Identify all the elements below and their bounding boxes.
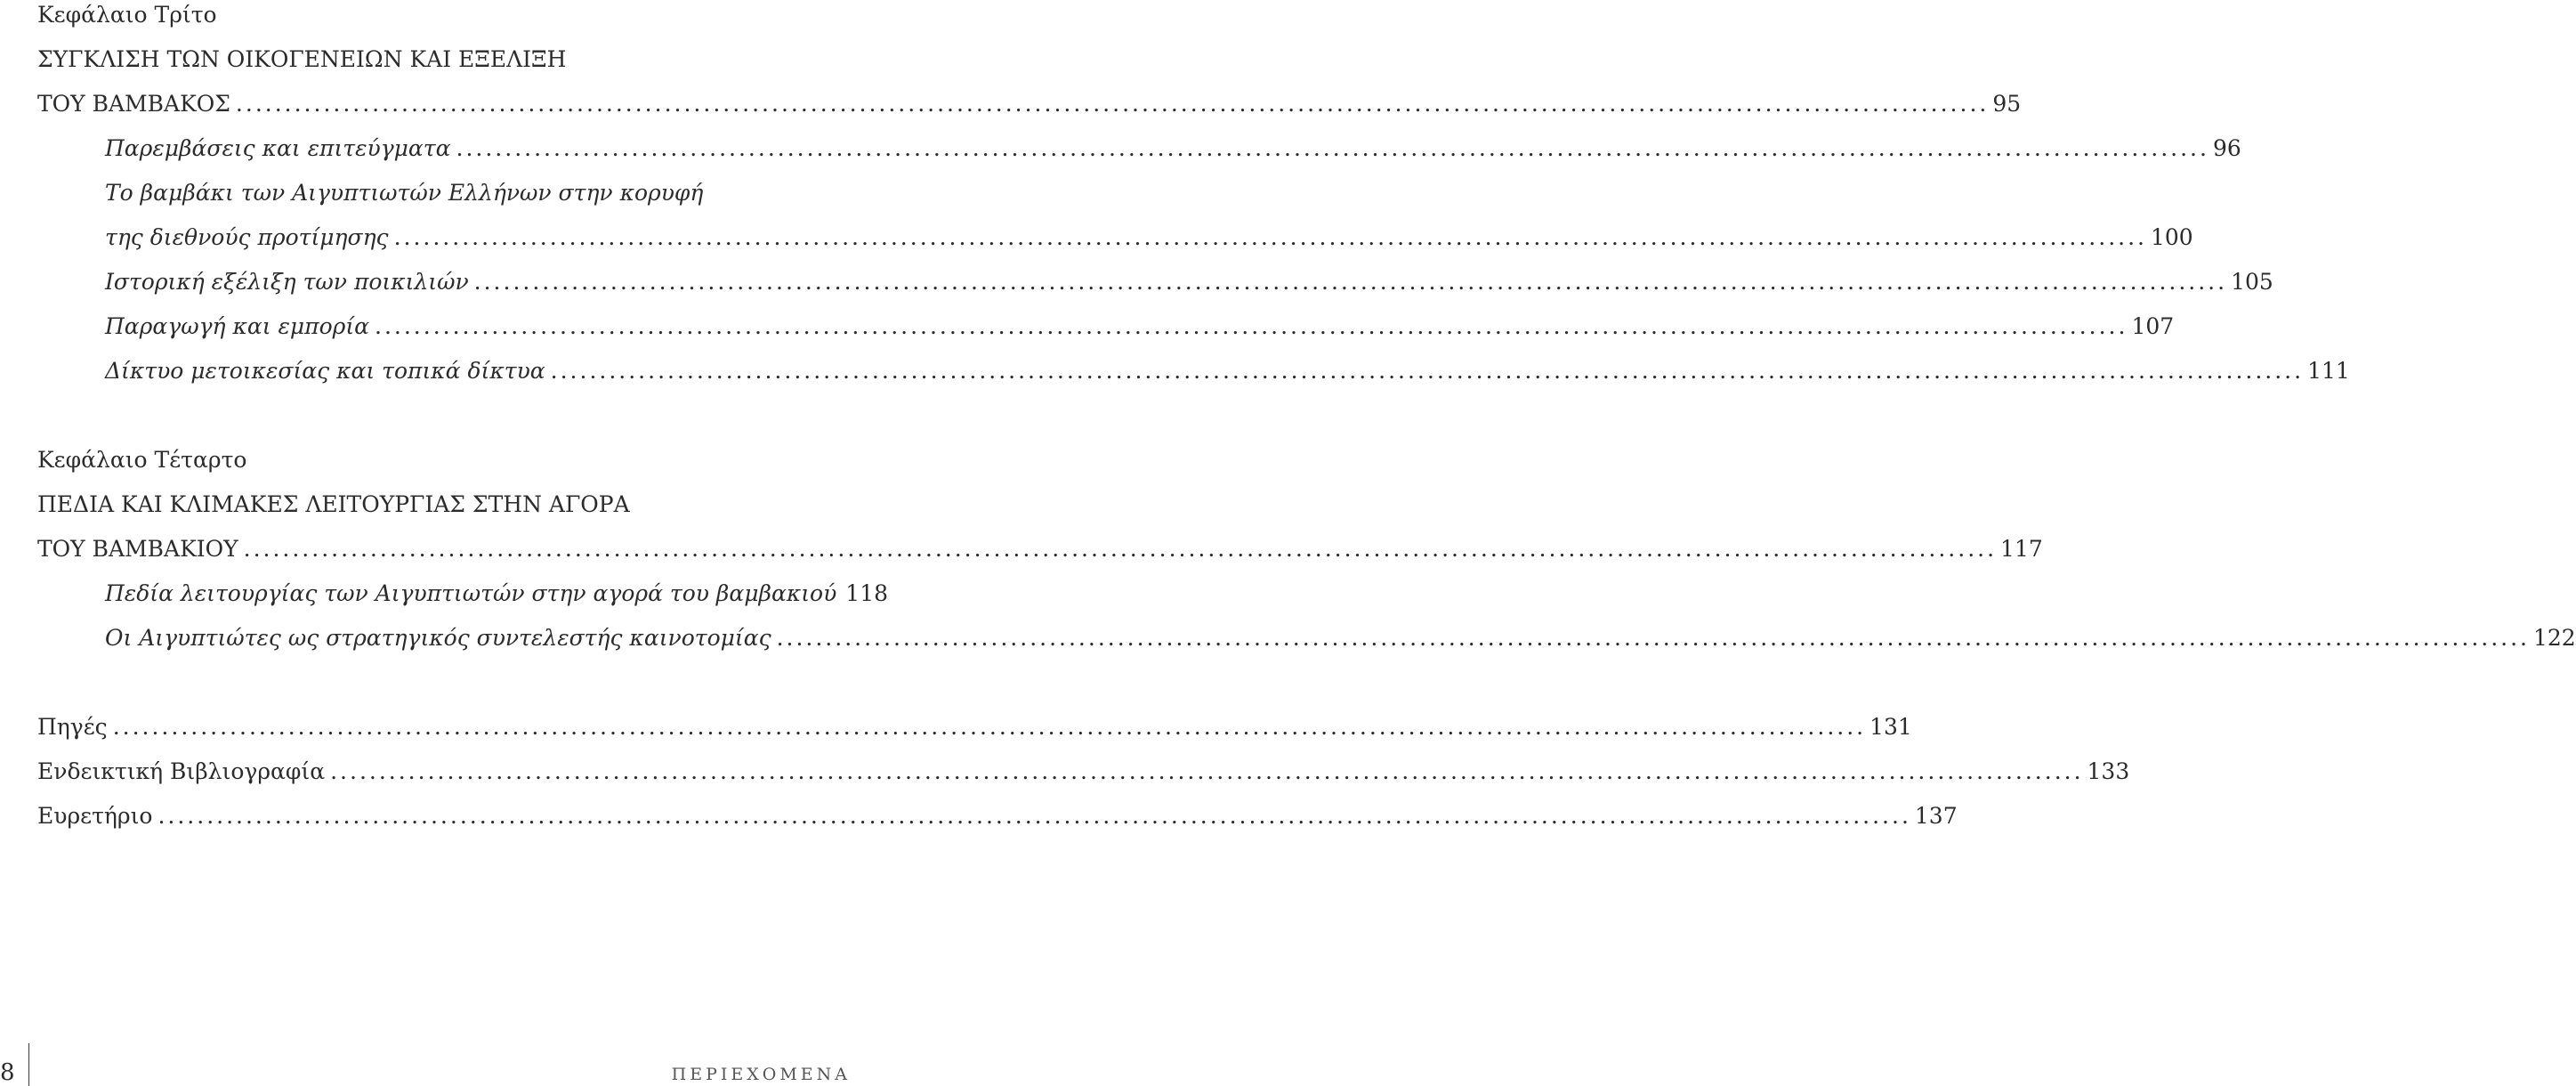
footer-divider <box>28 1043 29 1086</box>
chapter-label <box>37 0 850 45</box>
page-number: 105 <box>2231 269 2273 295</box>
section-gap <box>37 401 850 445</box>
page-number: 95 <box>1992 91 2022 117</box>
toc-entry <box>37 801 1958 846</box>
toc-entry-line <box>37 178 850 223</box>
dot-leader <box>394 224 2147 251</box>
dot-leader <box>236 91 1989 118</box>
dot-leader <box>330 758 2083 785</box>
chapter-title-text: ΤΟΥ ΒΑΜΒΑΚΙΟΥ <box>37 536 238 562</box>
page-number: 133 <box>2087 758 2130 784</box>
toc-entry <box>37 267 2273 312</box>
dot-leader <box>113 714 1866 741</box>
dot-leader <box>157 803 1910 830</box>
chapter-title-line <box>37 534 2043 579</box>
dot-leader <box>551 358 2304 385</box>
chapter-label <box>37 445 850 490</box>
page-number: 96 <box>2212 135 2241 161</box>
toc-entry <box>37 579 889 623</box>
toc-entry <box>37 356 2350 401</box>
entry-title: της διεθνούς προτίμησης <box>105 224 389 250</box>
page-number: 111 <box>2307 358 2350 384</box>
page-number: 117 <box>2000 536 2043 562</box>
toc-entry <box>37 312 2175 356</box>
chapter-title-text: ΤΟΥ ΒΑΜΒΑΚΟΣ <box>37 91 230 117</box>
toc-entry <box>37 134 2241 178</box>
dot-leader <box>244 536 1997 563</box>
toc-entry <box>37 757 2130 801</box>
table-of-contents <box>37 0 2576 846</box>
entry-title: Το βαμβάκι των Αιγυπτιωτών Ελλήνων στην κορυφή <box>105 180 704 206</box>
entry-title: Δίκτυο μετοικεσίας και τοπικά δίκτυα <box>105 358 545 384</box>
entry-title: Ιστορική εξέλιξη των ποικιλιών <box>105 269 469 295</box>
toc-entry <box>37 223 2193 267</box>
page-number: 107 <box>2131 313 2175 339</box>
page-number: 118 <box>845 580 889 606</box>
page-number: 137 <box>1914 803 1958 829</box>
entry-title: Ενδεικτική Βιβλιογραφία <box>37 758 326 784</box>
chapter-title-text: ΣΥΓΚΛΙΣΗ ΤΩΝ ΟΙΚΟΓΕΝΕΙΩΝ ΚΑΙ ΕΞΕΛΙΞΗ <box>37 46 567 72</box>
page-number: 131 <box>1869 714 1912 740</box>
chapter-label-text: Κεφάλαιο Τρίτο <box>37 2 217 28</box>
running-head: ΠΕΡΙΕΧΟΜΕΝΑ <box>671 1065 851 1084</box>
chapter-title-line <box>37 490 850 534</box>
chapter-title-line <box>37 45 850 89</box>
entry-title: Πεδία λειτουργίας των Αιγυπτιωτών στην αγορά του βαμβακιού <box>105 580 837 606</box>
dot-leader <box>456 135 2209 162</box>
dot-leader <box>375 313 2128 340</box>
toc-entry <box>37 623 2576 668</box>
entry-title: Παρεμβάσεις και επιτεύγματα <box>105 135 451 161</box>
chapter-title-line <box>37 89 2022 134</box>
entry-title: Πηγές <box>37 714 108 740</box>
toc-entry <box>37 712 1912 757</box>
dot-leader <box>777 625 2530 652</box>
entry-title: Οι Αιγυπτιώτες ως στρατηγικός συντελεστής καινοτομίας <box>105 625 771 651</box>
dot-leader <box>474 269 2227 296</box>
entry-title: Ευρετήριο <box>37 803 153 829</box>
folio-number: 8 <box>0 1059 15 1086</box>
page-footer <box>0 1034 854 1086</box>
entry-title: Παραγωγή και εμπορία <box>105 313 370 339</box>
chapter-title-text: ΠΕΔΙΑ ΚΑΙ ΚΛΙΜΑΚΕΣ ΛΕΙΤΟΥΡΓΙΑΣ ΣΤΗΝ ΑΓΟΡΑ <box>37 491 630 517</box>
chapter-label-text: Κεφάλαιο Τέταρτο <box>37 447 247 473</box>
page-number: 100 <box>2150 224 2193 250</box>
section-gap <box>37 668 850 712</box>
page-number: 122 <box>2533 625 2576 651</box>
